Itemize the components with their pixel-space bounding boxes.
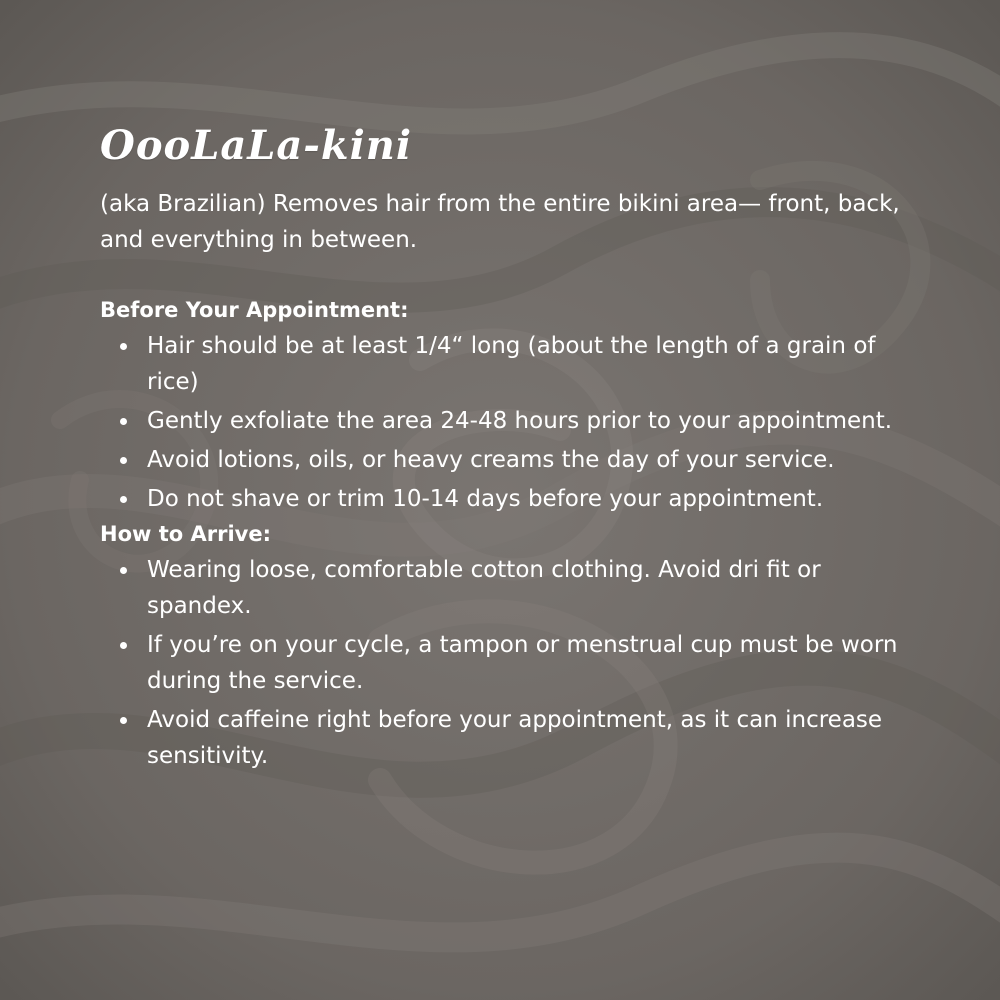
- service-title: OooLaLa-kini: [100, 122, 413, 169]
- section-heading: Before Your Appointment:: [100, 298, 409, 322]
- list-item-text: Avoid lotions, oils, or heavy creams the day of your service.: [147, 447, 835, 473]
- section-heading: How to Arrive:: [100, 522, 271, 546]
- section-how-to-arrive: [100, 520, 920, 774]
- list-item: [100, 481, 920, 517]
- list-item-text: Gently exfoliate the area 24-48 hours prior to your appointment.: [147, 408, 893, 434]
- list-item: [100, 702, 920, 774]
- bullet-icon: [120, 457, 127, 464]
- bullet-icon: [120, 418, 127, 425]
- bullet-icon: [120, 343, 127, 350]
- list-item: [100, 403, 920, 439]
- list-item: [100, 552, 920, 624]
- bullet-icon: [120, 496, 127, 503]
- bullet-icon: [120, 567, 127, 574]
- list-item-text: Hair should be at least 1/4“ long (about the length of a grain of rice): [147, 333, 876, 395]
- service-card: [100, 118, 920, 777]
- section-before-appointment: [100, 296, 920, 517]
- service-description: (aka Brazilian) Removes hair from the entire bikini area— front, back, and everything in between.: [100, 191, 900, 253]
- list-item: [100, 627, 920, 699]
- instruction-list: [100, 552, 920, 774]
- list-item: [100, 442, 920, 478]
- list-item-text: If you’re on your cycle, a tampon or menstrual cup must be worn during the service.: [147, 632, 898, 694]
- list-item: [100, 328, 920, 400]
- list-item-text: Do not shave or trim 10-14 days before your appointment.: [147, 486, 824, 512]
- list-item-text: Wearing loose, comfortable cotton clothing. Avoid dri fit or spandex.: [147, 557, 821, 619]
- bullet-icon: [120, 717, 127, 724]
- instruction-list: [100, 328, 920, 517]
- list-item-text: Avoid caffeine right before your appointment, as it can increase sensitivity.: [147, 707, 883, 769]
- bullet-icon: [120, 642, 127, 649]
